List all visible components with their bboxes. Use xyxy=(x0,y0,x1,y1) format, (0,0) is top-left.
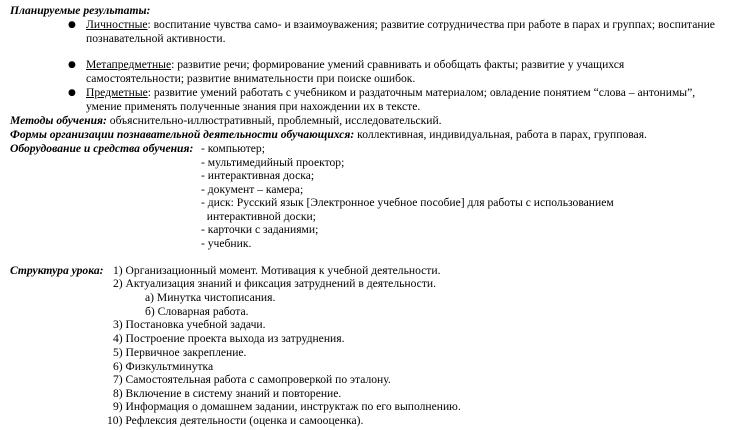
methods-line xyxy=(10,114,442,128)
equipment-item: - документ – камера; xyxy=(201,183,304,196)
structure-heading: Структура урока: xyxy=(10,264,104,277)
bullet-icon: ● xyxy=(68,88,76,98)
structure-substep: б) Словарная работа. xyxy=(145,305,249,318)
equipment-item: - диск: Русский язык [Электронное учебное пособие] для работы с использованием xyxy=(201,196,614,209)
equipment-item: - учебник. xyxy=(201,237,252,250)
planned-item-text-cont: самостоятельности; развитие внимательности при поиске ошибок. xyxy=(86,72,416,85)
equipment-item: - интерактивная доска; xyxy=(201,169,315,182)
planned-item-label: Личностные xyxy=(86,18,148,31)
planned-item-subject xyxy=(86,86,695,100)
planned-item-text-cont: познавательной активности. xyxy=(86,32,226,45)
structure-step: 10) Рефлексия деятельности (оценка и самооценка). xyxy=(107,414,364,427)
structure-step: 5) Первичное закрепление. xyxy=(113,346,247,359)
forms-line xyxy=(10,128,647,142)
structure-step: 9) Информация о домашнем задании, инструктаж по его выполнению. xyxy=(113,400,461,413)
planned-results-heading: Планируемые результаты: xyxy=(10,4,151,17)
structure-step: 1) Организационный момент. Мотивация к учебной деятельности. xyxy=(113,264,441,277)
equipment-item: - карточки с заданиями; xyxy=(201,223,319,236)
bullet-icon: ● xyxy=(68,60,76,70)
planned-item-label: Метапредметные xyxy=(86,58,172,71)
equipment-heading: Оборудование и средства обучения: xyxy=(10,142,194,155)
structure-step: 8) Включение в систему знаний и повторение. xyxy=(113,387,342,400)
equipment-item: - компьютер; xyxy=(201,142,265,155)
structure-step: 7) Самостоятельная работа с самопроверкой по эталону. xyxy=(113,373,391,386)
planned-item-personal xyxy=(86,18,715,32)
structure-step: 3) Постановка учебной задачи. xyxy=(113,318,266,331)
planned-item-meta xyxy=(86,58,624,72)
structure-step: 4) Построение проекта выхода из затруднения. xyxy=(113,332,345,345)
bullet-icon: ● xyxy=(68,20,76,30)
forms-text: коллективная, индивидуальная, работа в парах, групповая. xyxy=(354,128,647,141)
planned-item-label: Предметные xyxy=(86,86,148,99)
structure-substep: а) Минутка чистописания. xyxy=(145,291,276,304)
planned-item-text-cont: умение применять полученные знания при нахождении их в тексте. xyxy=(86,100,421,113)
forms-heading: Формы организации познавательной деятельности обучающихся: xyxy=(10,128,355,141)
planned-item-text: : воспитание чувства само- и взаимоуважения; развитие сотрудничества при работе в парах и группах; воспитание xyxy=(147,18,715,31)
planned-item-text: : развитие умений работать с учебником и раздаточным материалом; овладение понятием “слова – антонимы”, xyxy=(147,86,696,99)
structure-step: 2) Актуализация знаний и фиксация затруднений в деятельности. xyxy=(113,277,436,290)
structure-step: 6) Физкультминутка xyxy=(113,360,214,373)
planned-item-text: : развитие речи; формирование умений сравнивать и обобщать факты; развитие у учащихся xyxy=(171,58,625,71)
methods-text: объяснительно-иллюстративный, проблемный, исследовательский. xyxy=(106,114,442,127)
equipment-item: - мультимедийный проектор; xyxy=(201,156,345,169)
methods-heading: Методы обучения: xyxy=(10,114,107,127)
equipment-item: интерактивной доски; xyxy=(201,210,316,223)
